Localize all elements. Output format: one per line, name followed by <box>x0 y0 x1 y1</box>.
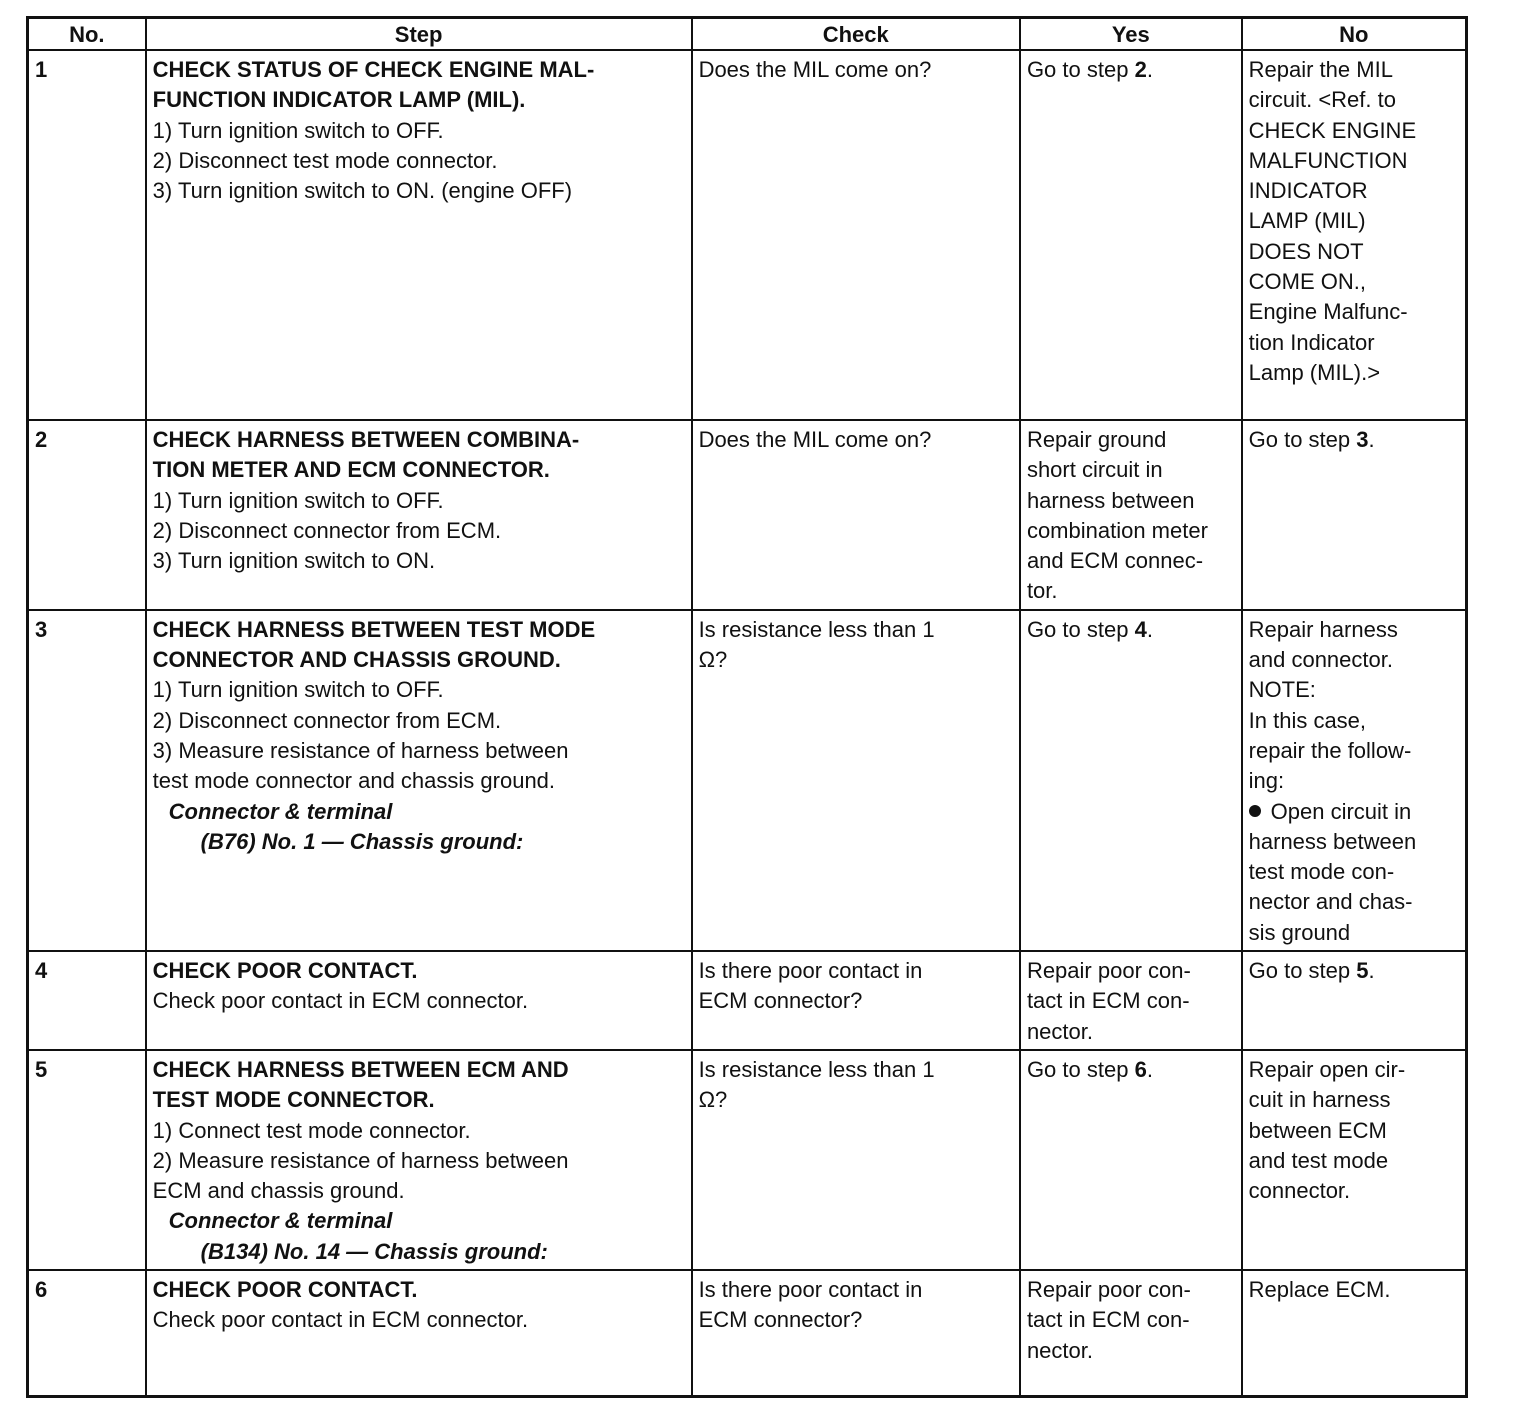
header-no: No. <box>28 18 146 51</box>
no-line: nector and chas- <box>1248 889 1413 915</box>
no-text: Go to step <box>1248 427 1357 452</box>
yes-cell <box>1020 420 1242 610</box>
instruction-line: 2) Disconnect connector from ECM. <box>152 517 502 543</box>
no-cell <box>1242 1270 1467 1397</box>
step-title-line: CHECK HARNESS BETWEEN ECM AND <box>152 1056 569 1082</box>
no-line: NOTE: <box>1248 677 1316 703</box>
yes-cell <box>1020 1270 1242 1397</box>
no-line: and connector. <box>1248 647 1393 673</box>
yes-line: Repair poor con- <box>1026 1277 1191 1303</box>
instruction-line: ECM and chassis ground. <box>152 1178 405 1204</box>
no-line: repair the follow- <box>1248 737 1412 763</box>
no-cell <box>1242 50 1467 420</box>
terminal-value: (B134) No. 14 — Chassis ground: <box>200 1238 548 1264</box>
no-cell <box>1242 420 1467 610</box>
table-row <box>28 1050 1467 1270</box>
step-title-line: CHECK POOR CONTACT. <box>152 958 418 984</box>
yes-step-ref: 6 <box>1134 1056 1147 1082</box>
yes-line: and ECM connec- <box>1026 548 1204 574</box>
yes-line: nector. <box>1026 1337 1093 1363</box>
yes-cell <box>1020 1050 1242 1270</box>
check-line: Ω? <box>698 647 728 673</box>
instruction-line: 1) Connect test mode connector. <box>152 1117 471 1143</box>
instruction-line: test mode connector and chassis ground. <box>152 768 556 794</box>
step-number: 2 <box>28 420 146 610</box>
no-line: connector. <box>1248 1178 1351 1204</box>
instruction-line: 2) Disconnect connector from ECM. <box>152 707 502 733</box>
step-cell <box>146 951 692 1050</box>
check-line: ECM connector? <box>698 988 863 1014</box>
step-cell <box>146 1050 692 1270</box>
no-line: In this case, <box>1248 707 1367 733</box>
yes-line: tact in ECM con- <box>1026 1307 1190 1333</box>
no-line: between ECM <box>1248 1117 1387 1143</box>
instruction-line: 2) Measure resistance of harness between <box>152 1147 569 1173</box>
yes-line: combination meter <box>1026 517 1208 543</box>
instruction-line: 1) Turn ignition switch to OFF. <box>152 487 444 513</box>
step-title-line: TION METER AND ECM CONNECTOR. <box>152 457 550 483</box>
no-line: Repair harness <box>1248 616 1398 642</box>
yes-step-ref: 2 <box>1134 57 1147 82</box>
no-line: test mode con- <box>1248 859 1395 885</box>
instruction-line: 1) Turn ignition switch to OFF. <box>152 117 444 143</box>
check-line: Is there poor contact in <box>698 1277 923 1303</box>
yes-text-end: . <box>1146 616 1153 642</box>
no-line: MALFUNCTION <box>1248 147 1408 173</box>
instruction-line: Check poor contact in ECM connector. <box>152 988 529 1014</box>
yes-text: Go to step <box>1026 616 1135 642</box>
header-yes: Yes <box>1020 18 1242 51</box>
header-check: Check <box>692 18 1020 51</box>
no-cell <box>1242 1050 1467 1270</box>
no-line: tion Indicator <box>1248 329 1375 355</box>
yes-line: Repair ground <box>1026 427 1167 452</box>
yes-cell <box>1020 50 1242 420</box>
diagnostic-procedure-sheet <box>26 16 1468 1398</box>
table-row <box>28 420 1467 610</box>
table-row <box>28 951 1467 1050</box>
no-line: ing: <box>1248 768 1285 794</box>
yes-text: Go to step <box>1026 57 1135 82</box>
check-cell <box>692 50 1020 420</box>
check-line: Is there poor contact in <box>698 958 923 984</box>
step-title-line: CHECK HARNESS BETWEEN COMBINA- <box>152 427 580 452</box>
table-row <box>28 610 1467 951</box>
instruction-line: 3) Turn ignition switch to ON. <box>152 548 436 574</box>
yes-line: short circuit in <box>1026 457 1163 483</box>
no-line: Repair the MIL <box>1248 57 1393 82</box>
instruction-line: Check poor contact in ECM connector. <box>152 1307 529 1333</box>
yes-line: harness between <box>1026 487 1195 513</box>
terminal-value: (B76) No. 1 — Chassis ground: <box>200 828 524 854</box>
check-line: ECM connector? <box>698 1307 863 1333</box>
yes-line: nector. <box>1026 1018 1093 1044</box>
check-cell <box>692 1270 1020 1397</box>
no-text: Go to step <box>1248 958 1357 984</box>
check-cell <box>692 1050 1020 1270</box>
no-text-end: . <box>1368 958 1375 984</box>
check-line: Is resistance less than 1 <box>698 1056 935 1082</box>
step-title-line: FUNCTION INDICATOR LAMP (MIL). <box>152 87 526 113</box>
header-no-result: No <box>1242 18 1467 51</box>
table-row <box>28 1270 1467 1397</box>
no-line: CHECK ENGINE <box>1248 117 1417 143</box>
check-cell <box>692 610 1020 951</box>
check-cell <box>692 420 1020 610</box>
step-number: 3 <box>28 610 146 951</box>
check-line: Does the MIL come on? <box>698 427 932 452</box>
no-line: sis ground <box>1248 919 1351 945</box>
step-number: 1 <box>28 50 146 420</box>
check-line: Does the MIL come on? <box>698 57 932 82</box>
header-row <box>28 18 1467 51</box>
step-number: 4 <box>28 951 146 1050</box>
instruction-line: 3) Measure resistance of harness between <box>152 737 569 763</box>
step-title-line: TEST MODE CONNECTOR. <box>152 1087 435 1113</box>
step-number: 5 <box>28 1050 146 1270</box>
yes-text: Go to step <box>1026 1056 1135 1082</box>
step-title-line: CHECK STATUS OF CHECK ENGINE MAL- <box>152 57 595 82</box>
check-cell <box>692 951 1020 1050</box>
yes-cell <box>1020 951 1242 1050</box>
no-line: INDICATOR <box>1248 178 1368 204</box>
instruction-line: 1) Turn ignition switch to OFF. <box>152 677 444 703</box>
yes-text-end: . <box>1146 1056 1153 1082</box>
step-cell <box>146 1270 692 1397</box>
step-number: 6 <box>28 1270 146 1397</box>
yes-cell <box>1020 610 1242 951</box>
no-line: LAMP (MIL) <box>1248 208 1366 234</box>
no-line: Replace ECM. <box>1248 1277 1391 1303</box>
no-line: cuit in harness <box>1248 1087 1391 1113</box>
step-title-line: CHECK HARNESS BETWEEN TEST MODE <box>152 616 596 642</box>
step-cell <box>146 610 692 951</box>
no-cell <box>1242 610 1467 951</box>
no-line: harness between <box>1248 828 1417 854</box>
instruction-line: 2) Disconnect test mode connector. <box>152 147 498 173</box>
no-line: Repair open cir- <box>1248 1056 1406 1082</box>
no-line: Lamp (MIL).> <box>1248 359 1381 385</box>
terminal-label: Connector & terminal <box>168 1208 393 1234</box>
diagnostic-table <box>26 16 1468 1398</box>
yes-line: tact in ECM con- <box>1026 988 1190 1014</box>
no-text-end: . <box>1368 427 1375 452</box>
check-line: Ω? <box>698 1087 728 1113</box>
no-cell <box>1242 951 1467 1050</box>
no-line: Engine Malfunc- <box>1248 299 1408 325</box>
check-line: Is resistance less than 1 <box>698 616 935 642</box>
step-cell <box>146 420 692 610</box>
step-title-line: CHECK POOR CONTACT. <box>152 1277 418 1303</box>
no-step-ref: 3 <box>1356 427 1369 452</box>
instruction-line: 3) Turn ignition switch to ON. (engine OFF) <box>152 178 573 204</box>
yes-line: tor. <box>1026 578 1058 604</box>
bullet-icon <box>1249 805 1261 817</box>
step-title-line: CONNECTOR AND CHASSIS GROUND. <box>152 647 561 673</box>
no-line: and test mode <box>1248 1147 1389 1173</box>
terminal-label: Connector & terminal <box>168 798 393 824</box>
step-cell <box>146 50 692 420</box>
no-line: DOES NOT <box>1248 238 1364 264</box>
no-line: COME ON., <box>1248 269 1366 295</box>
yes-step-ref: 4 <box>1134 616 1147 642</box>
table-row <box>28 50 1467 420</box>
no-line: circuit. <Ref. to <box>1248 87 1396 113</box>
no-step-ref: 5 <box>1356 958 1369 984</box>
yes-text-end: . <box>1146 57 1153 82</box>
bullet-text: Open circuit in <box>1270 798 1412 824</box>
header-step: Step <box>146 18 692 51</box>
yes-line: Repair poor con- <box>1026 958 1191 984</box>
bullet-line <box>1249 797 1459 827</box>
